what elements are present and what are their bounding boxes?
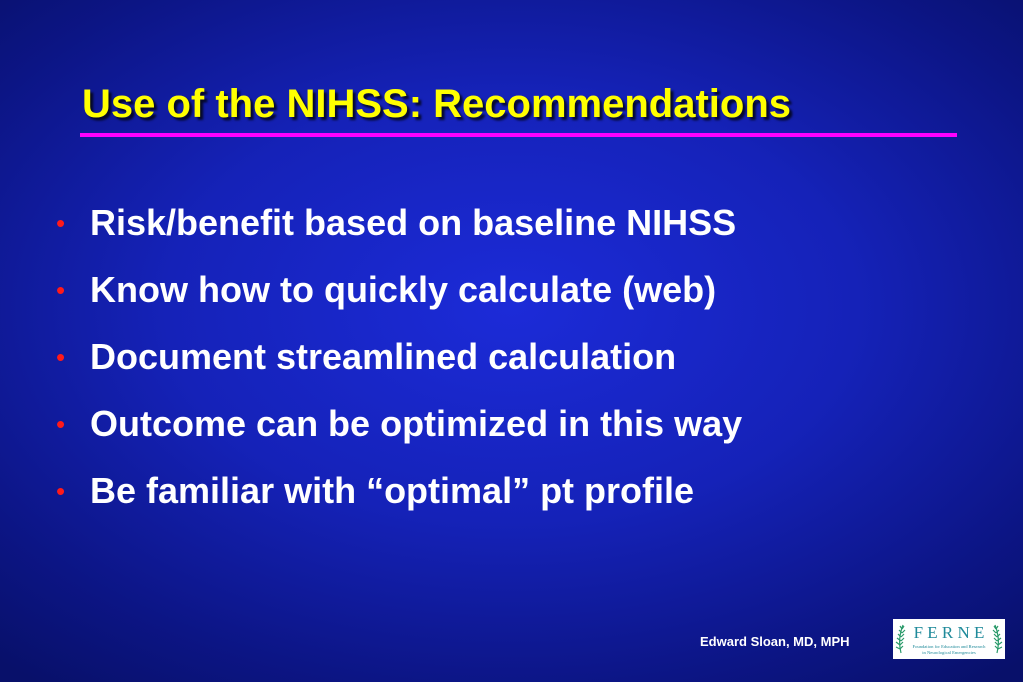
bullet-item — [56, 257, 742, 324]
bullet-text: Outcome can be optimized in this way — [90, 403, 743, 444]
logo-wordmark: F E R N E — [913, 623, 985, 642]
bullet-icon: • — [56, 208, 66, 238]
bullet-text: Document streamlined calculation — [90, 336, 677, 377]
bullet-list — [56, 190, 742, 525]
title-underline — [80, 133, 957, 137]
fern-leaf-icon — [893, 619, 1005, 659]
bullet-icon: • — [56, 476, 66, 506]
bullet-icon: • — [56, 342, 66, 372]
footer-author: Edward Sloan, MD, MPH — [700, 634, 850, 649]
bullet-text: Know how to quickly calculate (web) — [90, 269, 717, 310]
bullet-text: Be familiar with “optimal” pt profile — [90, 470, 695, 511]
logo-tagline-line2: in Neurological Emergencies — [922, 650, 976, 655]
bullet-item — [56, 458, 742, 525]
bullet-item — [56, 324, 742, 391]
bullet-icon: • — [56, 409, 66, 439]
bullet-text: Risk/benefit based on baseline NIHSS — [90, 202, 737, 243]
slide-title: Use of the NIHSS: Recommendations — [82, 82, 792, 126]
logo-tagline-line1: Foundation for Education and Research — [912, 644, 986, 649]
ferne-logo — [893, 619, 1005, 659]
bullet-item — [56, 391, 742, 458]
bullet-icon: • — [56, 275, 66, 305]
bullet-item — [56, 190, 742, 257]
